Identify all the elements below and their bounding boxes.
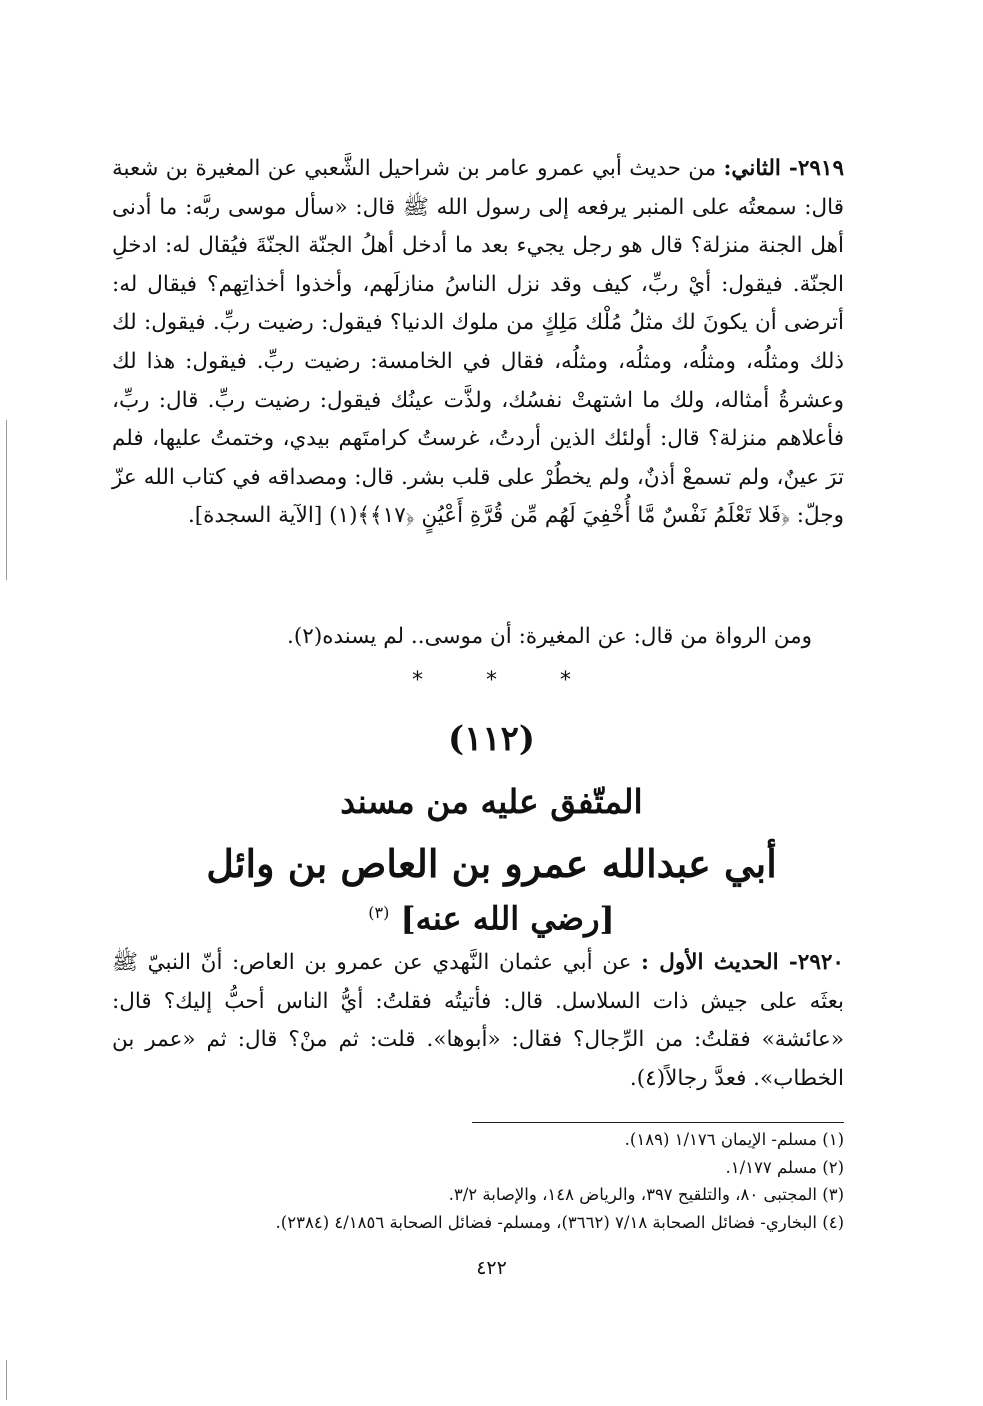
hadith-2919-text: من حديث أبي عمرو عامر بن شراحيل الشَّعبي عن المغيرة بن شعبة قال: سمعتُه على المنبر يرفعه إلى رسول الله ﷺ قال: «سأل موسى ربَّه: ما أدنى أهل الجنة منزلة؟ قال هو رجل يجيء بعد ما أدخل أهلُ الجنّة الجنّةَ فيُقال له: ادخلِ الجنّة. فيقول: أيْ ربِّ، كيف وقد نزل الناسُ منازلَهم، وأخذوا أخذاتِهم؟ فيقال له: أترضى أن يكونَ لك مثلُ مُلْك مَلِكٍ من ملوك الدنيا؟ فيقول: رضيت ربِّ. فيقول: لك ذلك ومثلُه، ومثلُه، ومثلُه، ومثلُه، فقال في الخامسة: رضيت ربِّ. فيقول: هذا لك وعشرةُ أمثاله، ولك ما اشتهتْ نفسُك، ولذَّت عينُك فيقول: رضيت ربِّ. قال: ربِّ، فأعلاهم منزلة؟ قال: أولئك الذين أردتُ، غرستُ كرامتَهم بيدي، وختمتُ عليها، فلم ترَ عينٌ، ولم تسمعْ أذنٌ، ولم يخطُرْ على قلب بشر. قال: ومصداقه في كتاب الله عزّ وجلّ: ﴿فَلا تَعْلَمُ نَفْسٌ مَّا أُخْفِيَ لَهُم مِّن قُرَّةِ أَعْيُنٍ ﴿١٧﴾﴾(١) [الآية السجدة]. bbox=[112, 156, 844, 529]
scan-edge-line bbox=[6, 420, 7, 580]
hadith-2920 bbox=[112, 944, 844, 1098]
footnote-4: (٤) البخاري- فضائل الصحابة ٧/١٨ (٣٦٦٢)، ومسلم- فضائل الصحابة ٤/١٨٥٦ (٢٣٨٤). bbox=[275, 1212, 844, 1232]
honorific-text: [رضي الله عنه] bbox=[400, 899, 615, 938]
narrators-note bbox=[112, 618, 812, 656]
hadith-2919-number: ٢٩١٩- الثاني: bbox=[723, 156, 845, 181]
narrators-note-text: ومن الرواة من قال: عن المغيرة: أن موسى.. لم يسنده(٢). bbox=[287, 624, 812, 649]
section-title: المتّفق عليه من مسند bbox=[340, 782, 643, 821]
footnote-3: (٣) المجتبى ٨٠، والتلقيح ٣٩٧، والرياض ١٤٨، والإصابة ٣/٢. bbox=[448, 1185, 844, 1204]
footnote-1: (١) مسلم- الإيمان ١/١٧٦ (١٨٩). bbox=[624, 1130, 844, 1149]
hadith-2920-paragraph bbox=[112, 944, 844, 1098]
honorific-footnote-mark: (٣) bbox=[368, 903, 390, 922]
section-name: أبي عبدالله عمرو بن العاص بن وائل bbox=[206, 841, 777, 886]
hadith-2919-paragraph bbox=[112, 150, 844, 536]
hadith-2920-number: ٢٩٢٠- الحديث الأول : bbox=[641, 950, 844, 975]
hadith-2920-text: عن أبي عثمان النَّهدي عن عمرو بن العاص: أنّ النبيّ ﷺ بعثَه على جيش ذات السلاسل. قال: فأتيتُه فقلتُ: أيُّ الناس أحبُّ إليك؟ قال: «عائشة» فقلتُ: من الرِّجال؟ فقال: «أبوها». قلت: ثم منْ؟ قال: ثم «عمر بن الخطاب». فعدَّ رجالاً(٤). bbox=[112, 950, 844, 1091]
footnotes bbox=[112, 1126, 844, 1236]
hadith-2919 bbox=[112, 150, 844, 536]
section-separator: * * * bbox=[412, 668, 599, 693]
footnote-2: (٢) مسلم ١/١٧٧. bbox=[725, 1157, 844, 1177]
footnote-divider bbox=[472, 1122, 844, 1123]
section-number: (١١٢) bbox=[448, 719, 535, 759]
scan-edge-line bbox=[6, 1360, 7, 1400]
section-honorific bbox=[0, 888, 983, 944]
page-number: ٤٢٢ bbox=[476, 1257, 507, 1279]
